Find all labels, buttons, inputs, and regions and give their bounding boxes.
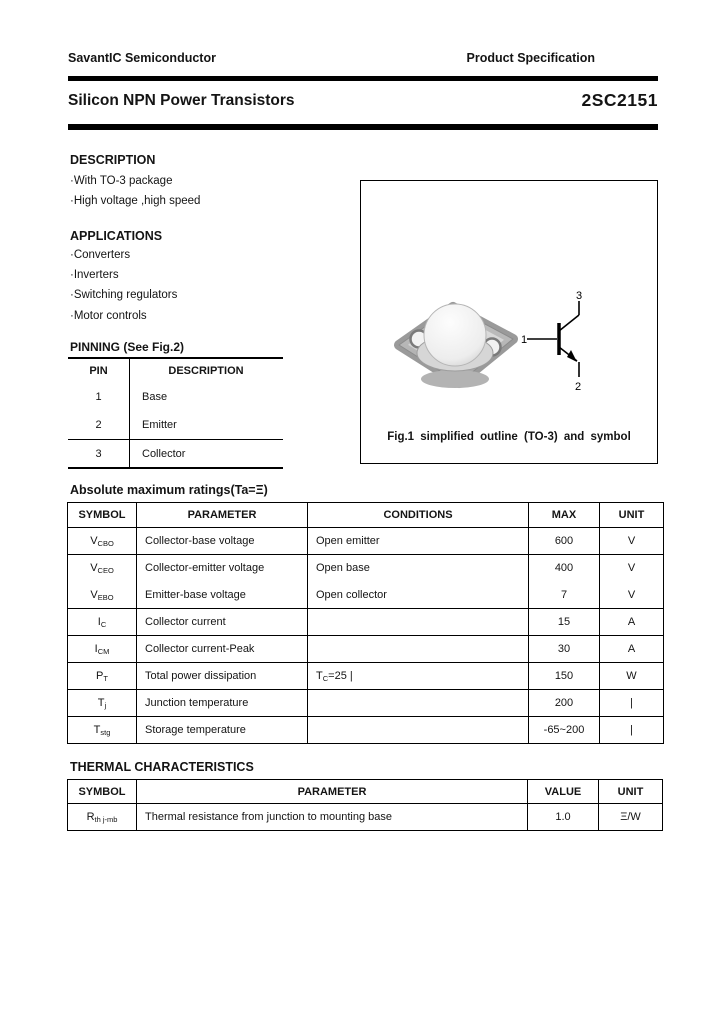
pin-column-header: PIN (89, 365, 108, 377)
pin-description: Emitter (142, 419, 177, 431)
pin-description: Collector (142, 448, 186, 460)
symbol-cell: $R_{th j-mb}$ (68, 804, 137, 831)
parameter-cell: Collector-base voltage (137, 528, 308, 555)
max-cell: 400 (529, 555, 600, 582)
parameter-cell: Thermal resistance from junction to mounting base (137, 804, 528, 831)
max-cell: -65~200 (529, 717, 600, 744)
column-header: UNIT (599, 780, 663, 804)
max-cell: 30 (529, 636, 600, 663)
conditions-cell (308, 690, 529, 717)
thermal-header-row (68, 780, 663, 804)
table-row (68, 582, 664, 609)
unit-cell: Ξ/W (599, 804, 663, 831)
table-row (68, 528, 664, 555)
pin-description: Base (142, 391, 168, 403)
npn-symbol (519, 289, 605, 399)
spec-label: Product Specification (466, 51, 595, 65)
unit-cell: A (600, 636, 664, 663)
max-cell: 150 (529, 663, 600, 690)
value-cell: 1.0 (528, 804, 599, 831)
symbol-cell: $T_j$ (68, 690, 137, 717)
column-header: UNIT (600, 503, 664, 528)
pinning-table (68, 357, 283, 469)
pinning-heading: PINNING (See Fig.2) (70, 340, 185, 354)
pin-number: 2 (95, 419, 102, 431)
column-header: CONDITIONS (308, 503, 529, 528)
company-name: SavantIC Semiconductor (68, 51, 216, 65)
symbol-cell: $V_{EBO}$ (68, 582, 137, 609)
description-list (70, 172, 200, 211)
description-item: ·With TO-3 package (70, 175, 173, 187)
ratings-heading: Absolute maximum ratings(Ta=Ξ) (70, 483, 268, 497)
column-header: SYMBOL (68, 780, 137, 804)
conditions-cell: Open emitter (308, 528, 529, 555)
unit-cell: | (600, 717, 664, 744)
collector-pin-label: 3 (576, 290, 583, 302)
table-row (68, 636, 664, 663)
header-rule-top (68, 76, 658, 81)
description-column-header: DESCRIPTION (168, 365, 244, 377)
unit-cell: W (600, 663, 664, 690)
applications-list (70, 245, 177, 326)
thermal-heading: THERMAL CHARACTERISTICS (70, 760, 254, 774)
unit-cell: A (600, 609, 664, 636)
description-heading: DESCRIPTION (70, 153, 156, 167)
max-cell: 15 (529, 609, 600, 636)
emitter-pin-label: 2 (575, 381, 582, 393)
column-header: PARAMETER (137, 780, 528, 804)
pinning-header-row (68, 359, 283, 383)
table-row (68, 690, 664, 717)
symbol-cell: $I_C$ (68, 609, 137, 636)
conditions-cell (308, 717, 529, 744)
conditions-cell: Open collector (308, 582, 529, 609)
conditions-cell (308, 609, 529, 636)
applications-item: ·Converters (70, 249, 131, 261)
table-row (68, 609, 664, 636)
unit-cell: V (600, 528, 664, 555)
table-row (68, 717, 664, 744)
parameter-cell: Emitter-base voltage (137, 582, 308, 609)
symbol-cell: $I_{CM}$ (68, 636, 137, 663)
unit-cell: V (600, 555, 664, 582)
applications-item: ·Switching regulators (70, 289, 178, 302)
thermal-table (67, 779, 663, 831)
symbol-cell: $V_{CEO}$ (68, 555, 137, 582)
parameter-cell: Collector current (137, 609, 308, 636)
unit-cell: | (600, 690, 664, 717)
table-row (68, 663, 664, 690)
symbol-cell: $V_{CBO}$ (68, 528, 137, 555)
conditions-cell: $T_C=25$ | (308, 663, 529, 690)
max-cell: 200 (529, 690, 600, 717)
column-header: MAX (529, 503, 600, 528)
table-row (68, 383, 283, 411)
description-item: ·High voltage ,high speed (70, 194, 201, 207)
table-row (68, 439, 283, 468)
page-title: Silicon NPN Power Transistors (68, 92, 295, 109)
applications-heading: APPLICATIONS (70, 229, 163, 243)
figure-box (360, 180, 658, 464)
symbol-cell: $T_{stg}$ (68, 717, 137, 744)
table-row (68, 555, 664, 582)
applications-item: ·Inverters (70, 269, 119, 282)
column-header: VALUE (528, 780, 599, 804)
ratings-header-row (68, 503, 664, 528)
unit-cell: V (600, 582, 664, 609)
applications-item: ·Motor controls (70, 309, 147, 322)
table-row (68, 411, 283, 439)
max-cell: 7 (529, 582, 600, 609)
parameter-cell: Total power dissipation (137, 663, 308, 690)
pinning-column-divider (129, 359, 130, 467)
to3-package-image (389, 287, 523, 401)
part-number: 2SC2151 (581, 90, 658, 110)
base-pin-label: 1 (521, 334, 528, 346)
conditions-cell (308, 636, 529, 663)
pin-number: 1 (95, 391, 102, 403)
figure-caption: Fig.1 simplified outline (TO-3) and symbol (387, 431, 631, 443)
parameter-cell: Junction temperature (137, 690, 308, 717)
parameter-cell: Storage temperature (137, 717, 308, 744)
max-cell: 600 (529, 528, 600, 555)
symbol-cell: $P_T$ (68, 663, 137, 690)
table-row (68, 804, 663, 831)
column-header: PARAMETER (137, 503, 308, 528)
pin-number: 3 (95, 448, 102, 460)
conditions-cell: Open base (308, 555, 529, 582)
header-rule-bottom (68, 124, 658, 130)
column-header: SYMBOL (68, 503, 137, 528)
parameter-cell: Collector-emitter voltage (137, 555, 308, 582)
abs-max-ratings-table (67, 502, 664, 744)
parameter-cell: Collector current-Peak (137, 636, 308, 663)
